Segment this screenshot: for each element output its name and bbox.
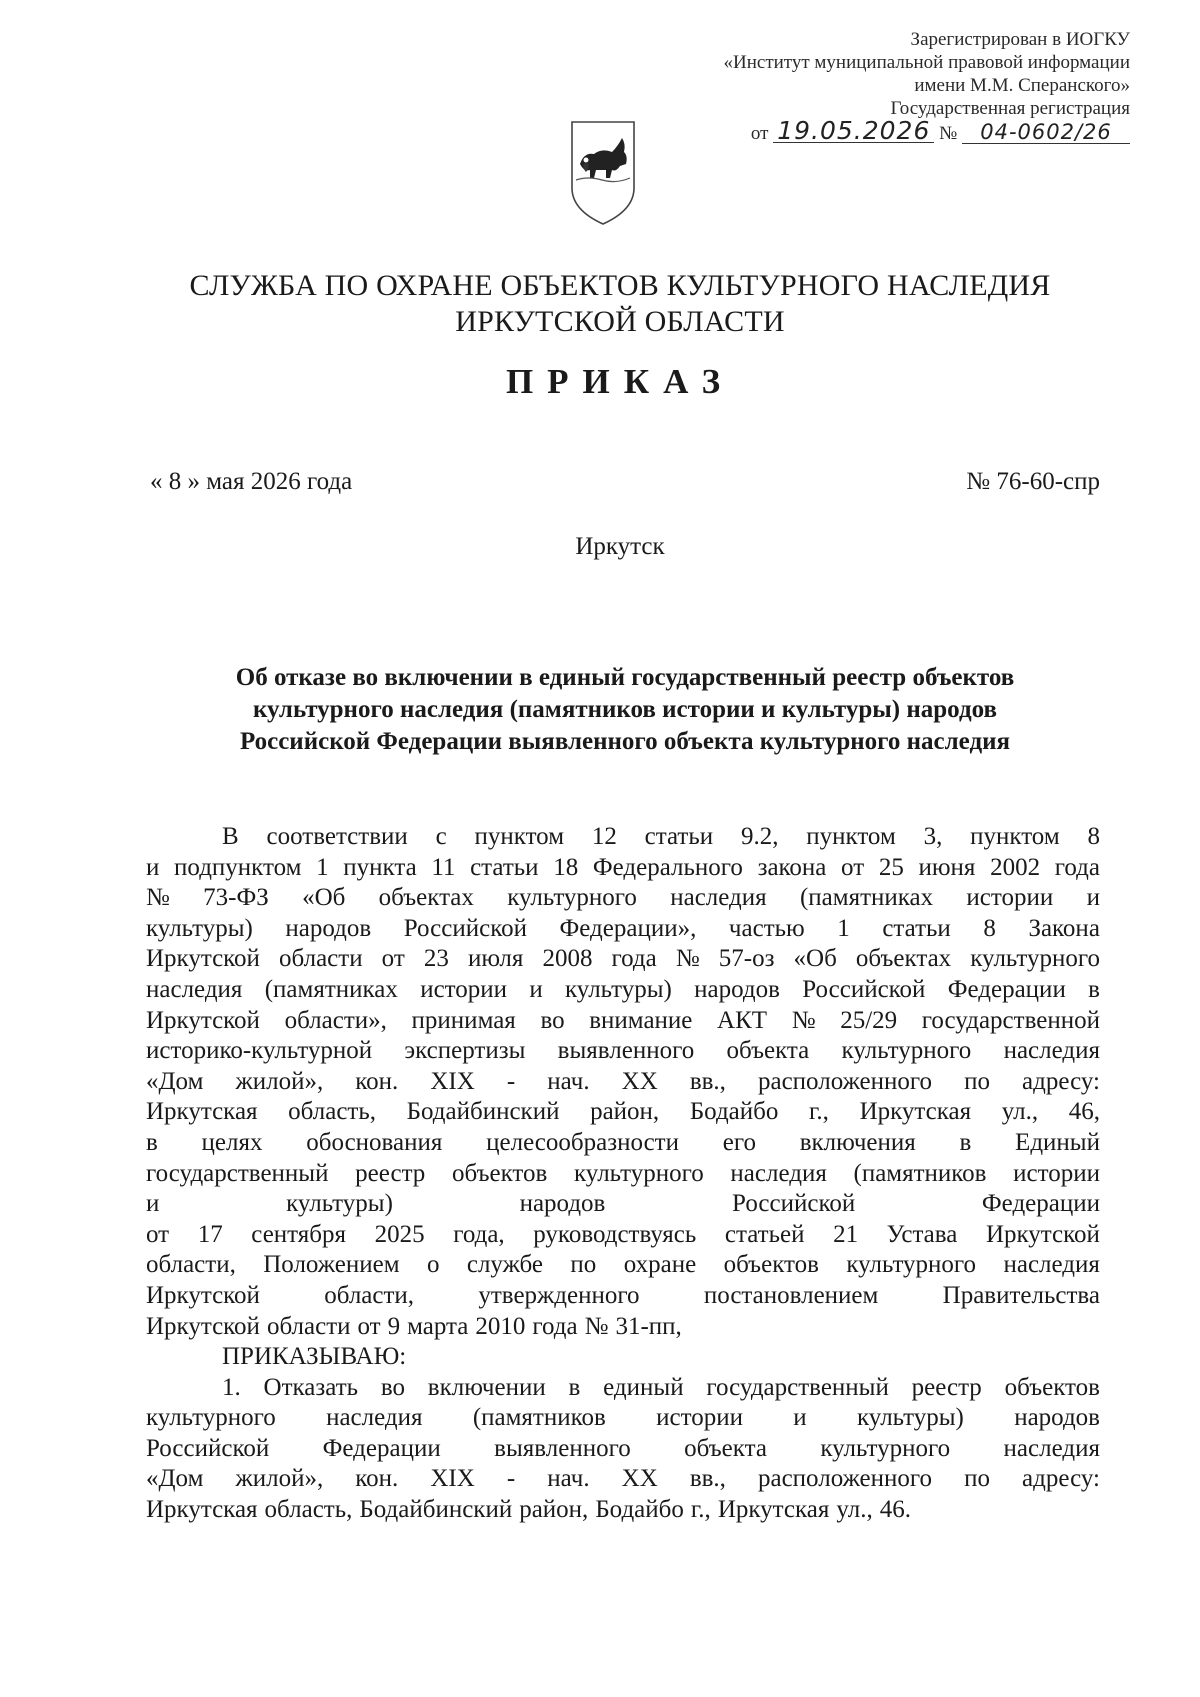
body-line: Иркутской области от 23 июля 2008 года № 57-оз «Об объектах культурного: [146, 945, 1100, 973]
irkutsk-coat-of-arms-icon: [568, 118, 638, 228]
registration-from-label: от: [750, 123, 769, 144]
organization-line-2: ИРКУТСКОЙ ОБЛАСТИ: [455, 305, 785, 338]
body-line: Иркутская область, Бодайбинский район, Бодайбо г., Иркутская ул., 46.: [146, 1496, 911, 1524]
body-line: Иркутской области, утвержденного постановлением Правительства: [146, 1281, 1100, 1309]
handwritten-registration-date: 19.05.2026: [773, 120, 934, 143]
body-line: государственный реестр объектов культурного наследия (памятников истории: [146, 1159, 1100, 1187]
document-number: № 76-60-спр: [966, 468, 1100, 495]
body-line: Иркутской области», принимая во внимание АКТ № 25/29 государственной: [146, 1006, 1100, 1034]
body-line: Иркутская область, Бодайбинский район, Бодайбо г., Иркутская ул., 46,: [146, 1098, 1100, 1126]
body-line: и подпунктом 1 пункта 11 статьи 18 Федерального закона от 25 июня 2002 года: [146, 853, 1100, 881]
document-body: [146, 822, 1100, 1526]
subject-line-3: Российской Федерации выявленного объекта культурного наследия: [239, 728, 1011, 755]
organization-line-1: СЛУЖБА ПО ОХРАНЕ ОБЪЕКТОВ КУЛЬТУРНОГО НАСЛЕДИЯ: [189, 269, 1051, 302]
document-city: Иркутск: [575, 533, 665, 560]
document-type-title: ПРИКАЗ: [505, 362, 735, 401]
body-line: области, Положением о службе по охране объектов культурного наследия: [146, 1251, 1100, 1279]
registration-stamp: [570, 28, 1130, 145]
body-line: от 17 сентября 2025 года, руководствуясь статьей 21 Устава Иркутской: [146, 1220, 1100, 1248]
registration-line-5: [570, 116, 1130, 145]
body-line: Иркутской области от 9 марта 2010 года № 31-пп,: [146, 1312, 682, 1340]
body-line: Российской Федерации выявленного объекта культурного наследия: [146, 1434, 1100, 1462]
registration-line-1: Зарегистрирован в ИОГКУ: [910, 29, 1130, 50]
body-line: № 73-ФЗ «Об объектах культурного наследия (памятниках истории и: [146, 884, 1100, 912]
registration-line-2: «Институт муниципальной правовой информации: [723, 52, 1130, 73]
body-line: и культуры) народов Российской Федерации: [146, 1190, 1100, 1218]
document-date: « 8 » мая 2026 года: [150, 468, 353, 495]
registration-line-3: имени М.М. Сперанского»: [914, 75, 1130, 96]
body-line: В соответствии с пунктом 12 статьи 9.2, пунктом 3, пунктом 8: [222, 823, 1100, 850]
body-line: «Дом жилой», кон. XIX - нач. XX вв., расположенного по адресу:: [146, 1465, 1100, 1493]
body-line: культуры) народов Российской Федерации», частью 1 статьи 8 Закона: [146, 914, 1100, 942]
subject-line-1: Об отказе во включении в единый государственный реестр объектов: [235, 664, 1015, 691]
registration-number-label: №: [939, 123, 958, 144]
body-line: наследия (памятниках истории и культуры) народов Российской Федерации в: [146, 975, 1100, 1003]
body-line: культурного наследия (памятников истории и культуры) народов: [146, 1404, 1100, 1432]
body-line: в целях обоснования целесообразности его включения в Единый: [146, 1128, 1100, 1156]
organization-name: [0, 268, 1200, 340]
body-line: историко-культурной экспертизы выявленного объекта культурного наследия: [146, 1037, 1100, 1065]
order-directive-label: ПРИКАЗЫВАЮ:: [222, 1343, 407, 1371]
registration-line-4: Государственная регистрация: [890, 98, 1130, 119]
body-line: 1. Отказать во включении в единый государственный реестр объектов: [222, 1373, 1100, 1401]
handwritten-registration-number: 04-0602/26: [962, 121, 1130, 144]
document-subject: [150, 662, 1100, 758]
body-line: «Дом жилой», кон. XIX - нач. XX вв., расположенного по адресу:: [146, 1067, 1100, 1095]
subject-line-2: культурного наследия (памятников истории и культуры) народов: [252, 696, 997, 723]
